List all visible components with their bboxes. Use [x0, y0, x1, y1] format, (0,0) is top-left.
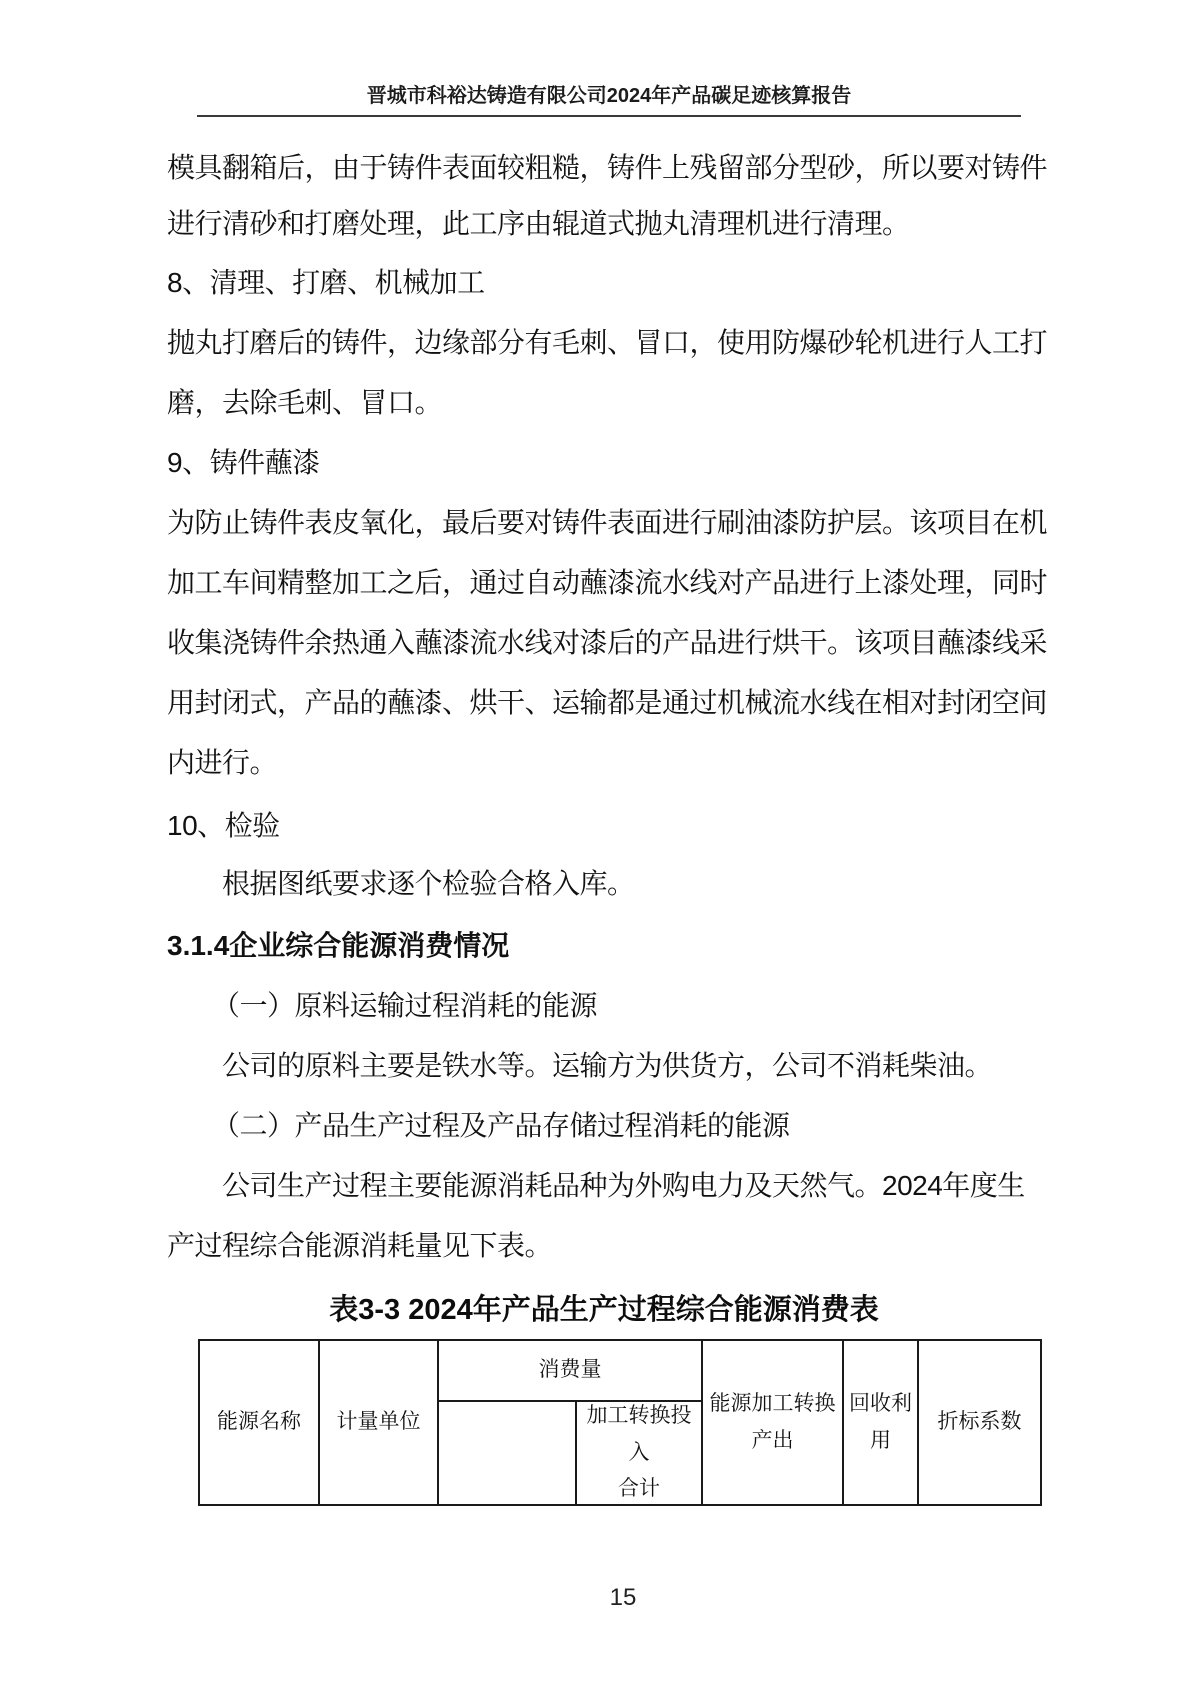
- body-line: 公司生产过程主要能源消耗品种为外购电力及天然气。2024年度生: [222, 1170, 1025, 1201]
- body-line: 模具翻箱后，由于铸件表面较粗糙，铸件上残留部分型砂，所以要对铸件: [167, 152, 1048, 183]
- header-cell-unit: [320, 1341, 437, 1504]
- body-line: 产过程综合能源消耗量见下表。: [167, 1230, 553, 1261]
- body-line: （一）原料运输过程消耗的能源: [212, 990, 598, 1021]
- body-line: 抛丸打磨后的铸件，边缘部分有毛刺、冒口，使用防爆砂轮机进行人工打: [167, 327, 1048, 358]
- header-cell-label: 回收利: [849, 1391, 912, 1415]
- header-cell-label: 加工转换投入: [586, 1403, 692, 1464]
- header-cell-label: 消费量: [538, 1358, 602, 1382]
- header-cell-processing-output: [703, 1341, 842, 1504]
- header-cell-label: 能源加工转换: [709, 1391, 836, 1415]
- body-line: 收集浇铸件余热通入蘸漆流水线对漆后的产品进行烘干。该项目蘸漆线采: [167, 627, 1048, 658]
- header-cell-label: 能源名称: [217, 1410, 301, 1434]
- header-cell-label: 用: [870, 1428, 891, 1452]
- energy-consumption-table: [198, 1339, 1042, 1506]
- header-cell-consumption-blank: [439, 1402, 575, 1504]
- table-title: 表3-3 2024年产品生产过程综合能源消费表: [329, 1294, 879, 1326]
- body-line: 加工车间精整加工之后，通过自动蘸漆流水线对产品进行上漆处理，同时: [167, 567, 1048, 598]
- header-rule: [197, 115, 1021, 117]
- header-cell-label: 计量单位: [336, 1410, 421, 1434]
- page-header: 晋城市科裕达铸造有限公司2024年产品碳足迹核算报告: [366, 85, 852, 107]
- body-line: （二）产品生产过程及产品存储过程消耗的能源: [212, 1110, 790, 1141]
- header-cell-conversion-factor: [919, 1341, 1040, 1504]
- body-line: 用封闭式，产品的蘸漆、烘干、运输都是通过机械流水线在相对封闭空间: [167, 687, 1048, 718]
- header-cell-processing-input-total: [577, 1402, 701, 1504]
- page-number: 15: [609, 1584, 637, 1611]
- body-line: 内进行。: [167, 747, 278, 778]
- header-cell-label: 产出: [751, 1428, 794, 1452]
- body-line: 公司的原料主要是铁水等。运输方为供货方，公司不消耗柴油。: [222, 1050, 993, 1081]
- header-cell-consumption: [439, 1341, 701, 1400]
- body-line: 9、铸件蘸漆: [167, 447, 320, 478]
- body-line: 10、检验: [167, 810, 280, 841]
- body-line: 进行清砂和打磨处理，此工序由辊道式抛丸清理机进行清理。: [167, 208, 910, 239]
- body-line: 8、清理、打磨、机械加工: [167, 267, 485, 298]
- body-line: 磨，去除毛刺、冒口。: [167, 387, 443, 418]
- header-cell-energy-name: [200, 1341, 318, 1504]
- header-cell-label: 折标系数: [937, 1410, 1022, 1434]
- section-heading: 3.1.4企业综合能源消费情况: [167, 930, 510, 961]
- header-cell-label: 合计: [618, 1477, 660, 1501]
- body-line: 为防止铸件表皮氧化，最后要对铸件表面进行刷油漆防护层。该项目在机: [167, 507, 1048, 538]
- body-line: 根据图纸要求逐个检验合格入库。: [222, 868, 635, 899]
- header-cell-recycling: [844, 1341, 917, 1504]
